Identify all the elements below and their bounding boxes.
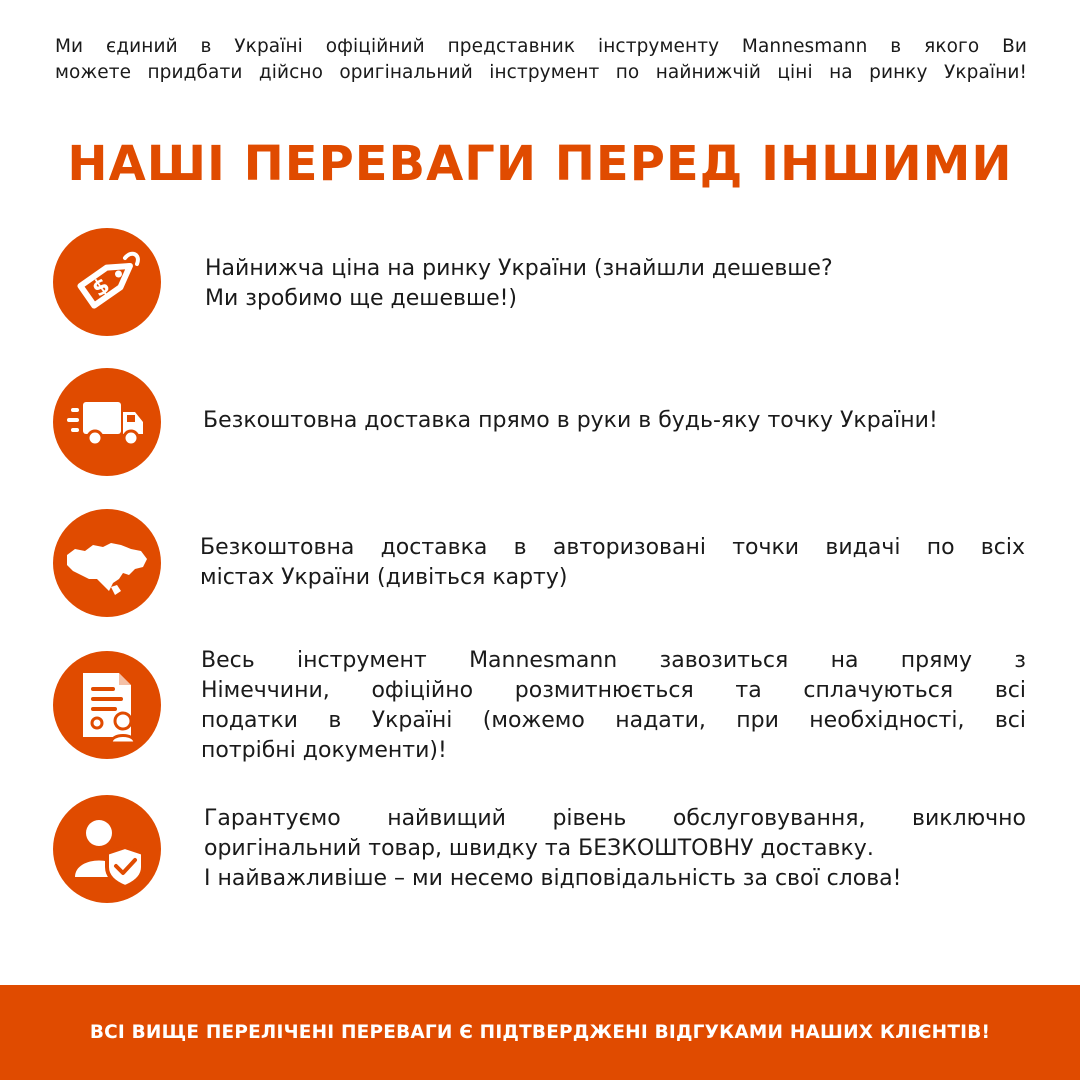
- advantage-line: Німеччини, офіційно розмитнюється та сплачуються всі: [201, 678, 1026, 703]
- advantage-text: [200, 533, 1025, 593]
- advantage-line: потрібні документи)!: [201, 738, 447, 763]
- user-shield-icon: [53, 795, 161, 903]
- advantage-line: Безкоштовна доставка прямо в руки в будь-яку точку України!: [203, 408, 938, 433]
- advantage-line: Ми зробимо ще дешевше!): [205, 286, 518, 311]
- advantage-line: Весь інструмент Mannesmann завозиться на пряму з: [201, 648, 1026, 673]
- document-icon: [53, 651, 161, 759]
- footer-banner: [0, 985, 1080, 1080]
- intro-line: можете придбати дійсно оригінальний інструмент по найнижчій ціні на ринку України!: [55, 62, 1027, 83]
- intro-text: [55, 34, 1027, 86]
- advantage-text: [201, 646, 1026, 766]
- advantage-line: Гарантуємо найвищий рівень обслуговування, виключно: [204, 806, 1026, 831]
- advantage-text: [203, 406, 1033, 436]
- advantage-line: податки в Україні (можемо надати, при необхідності, всі: [201, 708, 1026, 733]
- intro-line: Ми єдиний в Україні офіційний представник інструменту Mannesmann в якого Ви: [55, 36, 1027, 57]
- advantage-line: оригінальний товар, швидку та БЕЗКОШТОВНУ доставку.: [204, 836, 874, 861]
- advantage-text: [205, 254, 1005, 314]
- page-title: НАШІ ПЕРЕВАГИ ПЕРЕД ІНШИМИ: [67, 136, 1013, 192]
- advantage-line: І найважливіше – ми несемо відповідальність за свої слова!: [204, 866, 902, 891]
- price-tag-icon: [53, 228, 161, 336]
- advantage-line: містах України (дивіться карту): [200, 565, 568, 590]
- ukraine-map-icon: [53, 509, 161, 617]
- advantage-text: [204, 804, 1026, 894]
- delivery-truck-icon: [53, 368, 161, 476]
- advantage-line: Безкоштовна доставка в авторизовані точки видачі по всіх: [200, 535, 1025, 560]
- svg-text:$: $: [87, 273, 115, 303]
- advantage-line: Найнижча ціна на ринку України (знайшли дешевше?: [205, 256, 833, 281]
- footer-text: ВСІ ВИЩЕ ПЕРЕЛІЧЕНІ ПЕРЕВАГИ Є ПІДТВЕРДЖЕНІ ВІДГУКАМИ НАШИХ КЛІЄНТІВ!: [89, 1022, 991, 1043]
